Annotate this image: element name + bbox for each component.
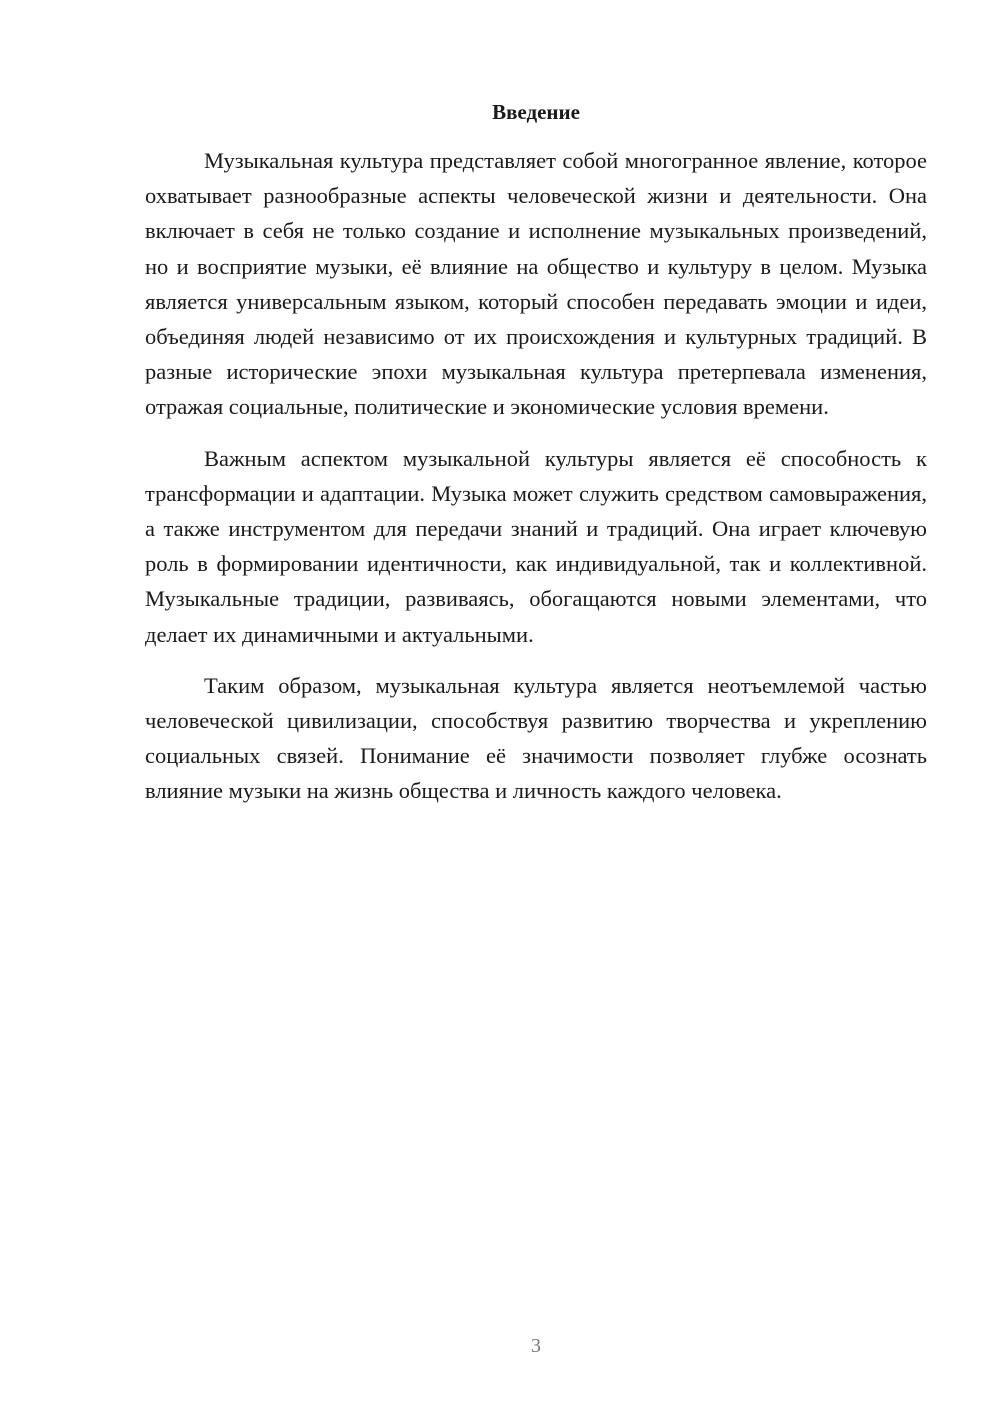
paragraph-1: Музыкальная культура представляет собой многогранное явление, которое охватывает разнообразные аспекты человеческой жизни и деятельности. Она включает в себя не только создание и исполнение музыкальных произведений, но и восприятие музыки, её влияние на общество и культуру в целом. Музыка является универсальным языком, который способен передавать эмоции и идеи, объединяя людей независимо от их происхождения и культурных традиций. В разные исторические эпохи музыкальная культура претерпевала изменения, отражая социальные, политические и экономические условия времени.: [145, 148, 927, 420]
page-number: 3: [531, 1335, 541, 1357]
paragraph-2: Важным аспектом музыкальной культуры является её способность к трансформации и адаптации. Музыка может служить средством самовыражения, а также инструментом для передачи знаний и традиций. Она играет ключевую роль в формировании идентичности, как индивидуальной, так и коллективной. Музыкальные традиции, развиваясь, обогащаются новыми элементами, что делает их динамичными и актуальными.: [145, 445, 927, 647]
section-heading: Введение: [492, 100, 580, 124]
body-text: [145, 143, 927, 825]
paragraph-3: Таким образом, музыкальная культура является неотъемлемой частью человеческой цивилизации, способствуя развитию творчества и укреплению социальных связей. Понимание её значимости позволяет глубже осознать влияние музыки на жизнь общества и личность каждого человека.: [145, 672, 927, 804]
